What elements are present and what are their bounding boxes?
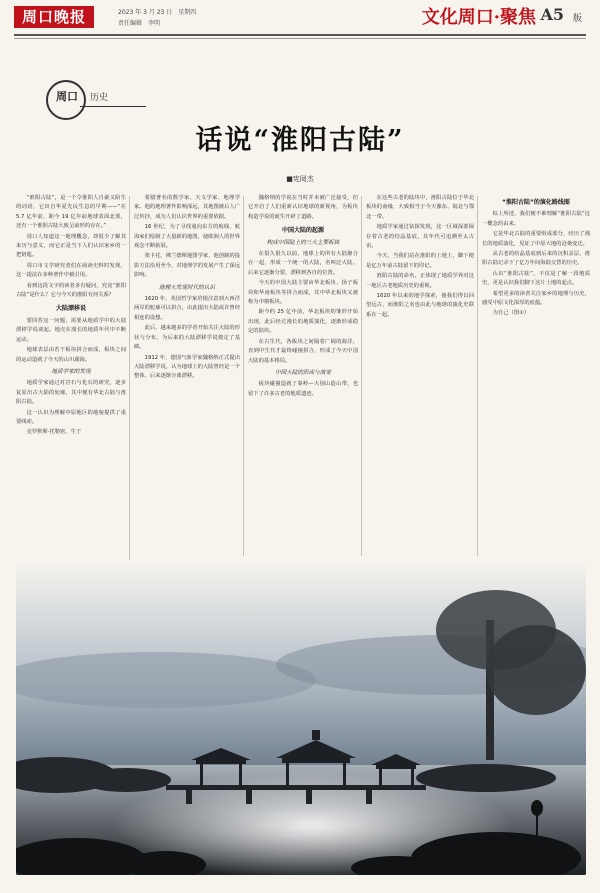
- paragraph: 16 世纪，为了寻找通向东方的航线，航海家们绘制了大量新的地图，使欧洲人的世界观念不断拓展。: [134, 224, 240, 250]
- paragraph: 地质学家通过对岩石与化石的研究，逐步复原出古大陆的轮廓，其中便有华北古陆与淮阳古陆。: [16, 380, 126, 406]
- section-subhead: 大陆漂移说: [55, 305, 86, 313]
- masthead: [0, 0, 600, 50]
- column-divider: [243, 196, 244, 556]
- paragraph: “淮阳古陆”，是一个令淮阳人自豪又陌生的词语，它出自华夏先民生息的早期——“在 5.7 亿年前，距今 19 亿年前地球表面北部，还有一个淮阳古陆大致呈扇形的存在。”: [16, 195, 126, 230]
- paragraph: 周口人知道这一地理概念，却很少了解其来历与意义，而它正是当下人们认识家乡的一把钥匙。: [16, 233, 126, 259]
- paragraph: 1912 年，德国气象学家魏格纳正式提出大陆漂移学说，认为地球上的大陆曾经是一个整体，后来逐渐分离漂移。: [134, 354, 240, 380]
- newspaper-logo: 周口晚报: [14, 6, 94, 28]
- paragraph: 今天，当我们站在淮阳的土地上，脚下便是亿万年前古陆留下的印记。: [366, 253, 474, 269]
- paragraph: 它是华北古陆的重要组成部分，经历了漫长的地质演化，见证了中原大地的沧桑变迁。: [482, 231, 590, 247]
- article-column-1: [16, 194, 126, 579]
- article-photo: [16, 560, 586, 875]
- paragraph: 地球表层由若干板块拼合而成，板块之间的运动造就了今天的山川湖海。: [16, 347, 126, 363]
- paragraph: 地质学家通过钻探发现，这一区域深部保存着古老的结晶基底，其年代可追溯至太古宙。: [366, 224, 474, 250]
- paragraph: 在很久很久以前，地球上的所有大陆聚合在一起，形成一个统一的大陆，名叫泛大陆。后来它逐渐分裂，漂移到各自的位置。: [248, 251, 358, 276]
- paragraph: 周口市文学研究者们在阅读史料时发现，这一提法在多种著作中被引用。: [16, 262, 126, 279]
- paragraph: 希腊著名的数学家、天文学家、地理学家。他的地理著作影响深远，其地图被后人广泛传抄，成为人们认识世界的重要依据。: [134, 195, 240, 220]
- paragraph: 看到这段文字的读者多有疑问，究竟“淮阳古陆”是什么？它与今天的淮阳有何关系？: [16, 282, 126, 299]
- lakeside-scene-illustration: [16, 560, 586, 875]
- paragraph: 克罗默斯·托勒密，生于: [26, 429, 82, 436]
- paragraph: 1620 年以来的地学探索，使我们得以回望远古，而淮阳之名也由此与地球的演化史联系在一起。: [366, 293, 474, 318]
- paragraph: 综上所述，我们便不难理解“淮阳古陆”这一概念的由来。: [482, 211, 590, 227]
- masthead-rule-thin: [14, 38, 586, 39]
- paragraph: 希望更多的读者关注家乡的地理与历史，感受中原文化深厚的底蕴。: [482, 290, 590, 307]
- column-divider: [477, 196, 478, 556]
- paragraph: 今天的中国大陆主要由华北板块、扬子板块和华南板块等拼合而成，其中华北板块又被称为中朝板块。: [248, 280, 358, 306]
- paragraph: 板块碰撞造就了秦岭—大别山造山带，也留下了许多古老的地质遗迹。: [248, 381, 358, 397]
- paragraph: 从古老的结晶基底到后来的沉积盖层，淮阳古陆记录下了亿万年间海陆交替的历史。: [482, 251, 590, 267]
- paragraph: 墨卡托，佛兰德斯地图学家，他创制的投影方法沿用至今，对地理学的发展产生了深远影响。: [134, 253, 240, 279]
- page-number: A5: [540, 5, 564, 24]
- paragraph: 这一认识为理解中原地区的地貌提供了重要线索。: [16, 409, 126, 425]
- masthead-rule: [14, 34, 586, 36]
- editor-credits: 责任编辑 李明: [118, 20, 161, 27]
- section-subheading: 地理大发现时代的认识: [159, 284, 215, 291]
- column-badge: [46, 80, 146, 110]
- paragraph: 在这些古老的陆块中，淮阳古陆位于华北板块的南缘，大致相当于今天豫东、皖北与鄂北一带。: [366, 195, 474, 220]
- paragraph: 魏格纳的学说在当时并未被广泛接受，但它开启了人们重新认识地球的新视角，为板块构造学说的诞生开辟了道路。: [248, 195, 358, 220]
- section-subheading: 地质学家的发现: [51, 368, 91, 375]
- column-divider: [129, 196, 130, 576]
- column-divider: [361, 196, 362, 556]
- article-byline: ■宪阅杰: [286, 175, 314, 183]
- paragraph: 要回答这一问题，需要从地质学中的大陆漂移学说谈起。地壳在漫长的地质年代中不断运动。: [16, 317, 126, 343]
- paragraph: 距今约 25 亿年前，华北板块的雏形开始出现，此后经过漫长的地质演化，逐渐形成稳定的陆块。: [248, 309, 358, 335]
- article-title: 话说“淮阳古陆”: [195, 125, 405, 156]
- page-suffix: 版: [572, 14, 582, 24]
- section-subhead: 中国大陆的起源: [281, 227, 324, 235]
- issue-date: 2023 年 3 月 23 日 星期四: [118, 9, 197, 16]
- badge-underline: [80, 106, 146, 107]
- paragraph: 1620 年，英国哲学家培根注意到大西洋两岸的轮廓可以拼合，由此提出大陆或许曾经相连的设想。: [134, 296, 240, 321]
- section-subhead: “淮阳古陆”的演化路线图: [502, 199, 570, 206]
- section-subheading: 中国大陆的形成与演变: [275, 369, 331, 376]
- badge-main-text: 周口: [56, 90, 78, 103]
- paragraph: 在古生代，各板块之间隔着广阔的海洋，直到中生代才最终碰撞拼合，形成了今天中国大陆的基本格局。: [248, 338, 358, 364]
- section-subheading: 构成中国陆上的三大主要板块: [266, 239, 340, 246]
- paragraph: 为自己（图①）: [492, 310, 530, 317]
- section-title: 文化周口·聚焦: [421, 7, 536, 28]
- paragraph: 此后，越来越多的学者开始关注大陆的形状与分布，为后来的大陆漂移学说奠定了基础。: [134, 325, 240, 351]
- paragraph: 认识“淮阳古陆”，不仅是了解一段地质史，更是认识我们脚下这片土地的起点。: [482, 270, 590, 287]
- paragraph: 淮阳古陆的命名，正体现了地质学界对这一地区古老地质历史的重视。: [366, 273, 474, 289]
- badge-sub-text: 历史: [90, 93, 109, 103]
